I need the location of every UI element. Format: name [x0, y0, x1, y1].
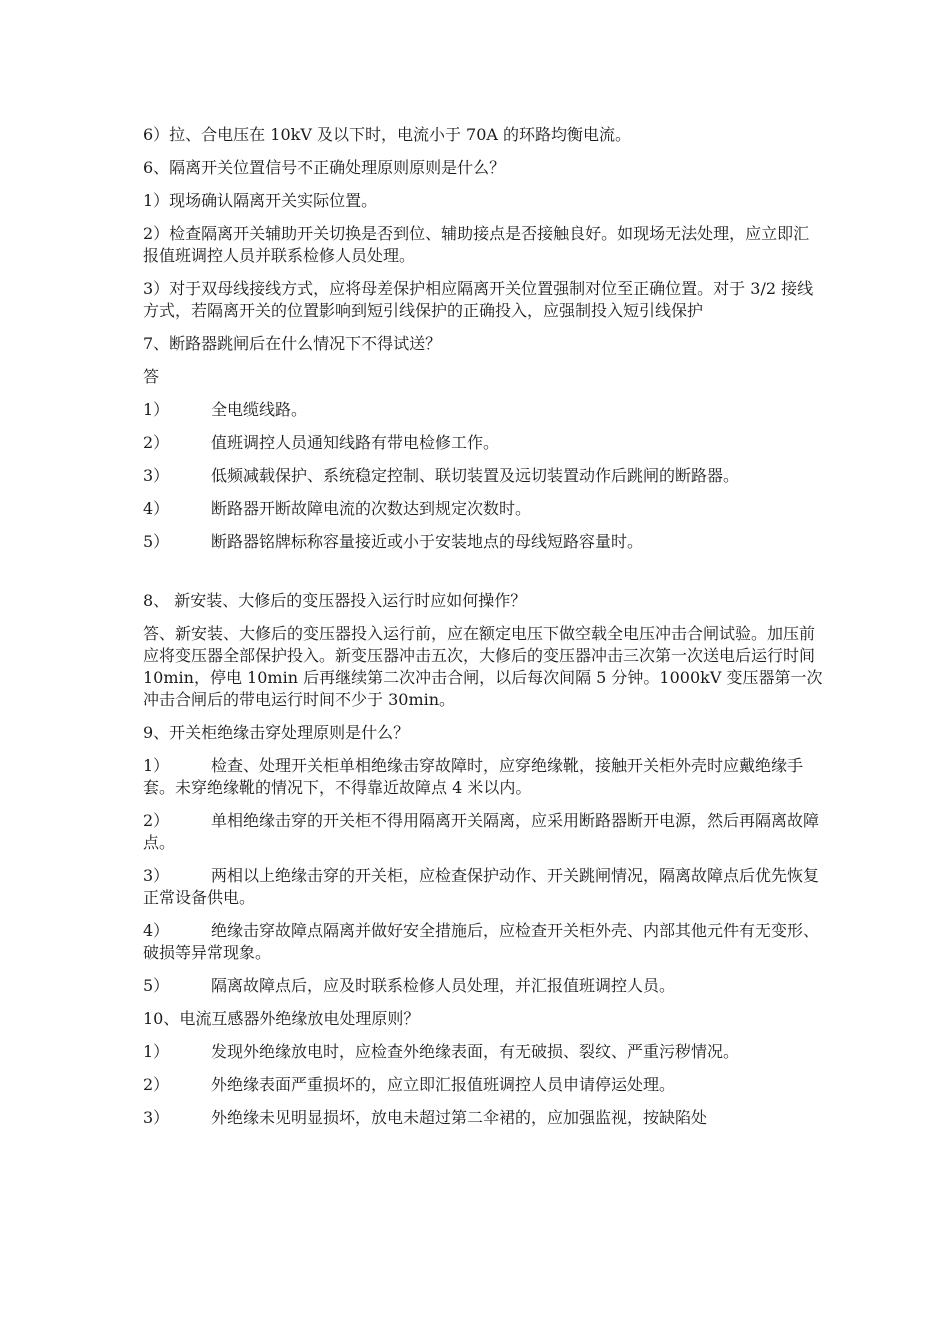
list-item-text: 绝缘击穿故障点隔离并做好安全措施后，应检查开关柜外壳、内部其他元件有无变形、破损等异常现象。: [143, 921, 820, 962]
list-item: [143, 975, 823, 997]
list-item-text: 隔离故障点后，应及时联系检修人员处理，并汇报值班调控人员。: [211, 976, 676, 995]
question-10-heading: 10、电流互感器外绝缘放电处理原则？: [143, 1009, 420, 1028]
list-item-number: 5）: [143, 532, 170, 551]
question-7-heading: 7、断路器跳闸后在什么情况下不得试送？: [143, 334, 442, 353]
list-item-text: 发现外绝缘放电时，应检查外绝缘表面，有无破损、裂纹、严重污秽情况。: [211, 1042, 740, 1061]
list-item: [143, 920, 823, 964]
list-item-number: 2）: [143, 811, 170, 830]
list-item-text: 单相绝缘击穿的开关柜不得用隔离开关隔离，应采用断路器断开电源，然后再隔离故障点。: [143, 811, 820, 852]
list-item: [143, 865, 823, 909]
list-item: [143, 1074, 823, 1096]
section-spacer: [143, 564, 823, 590]
list-item: [143, 531, 823, 553]
question-8-heading: 8、 新安装、大修后的变压器投入运行时应如何操作？: [143, 591, 527, 610]
list-item-number: 3）: [143, 466, 170, 485]
answer-6-item-3: 3）对于双母线接线方式，应将母差保护相应隔离开关位置强制对位至正确位置。对于 3/2 接线方式，若隔离开关的位置影响到短引线保护的正确投入，应强制投入短引线保护: [143, 279, 814, 320]
list-item-text: 断路器开断故障电流的次数达到规定次数时。: [211, 499, 532, 518]
answer-7-list: [143, 399, 823, 553]
list-item-number: 2）: [143, 433, 170, 452]
paragraph-switch-current: 6）拉、合电压在 10kV 及以下时，电流小于 70A 的环路均衡电流。: [143, 125, 632, 144]
list-item-text: 低频减载保护、系统稳定控制、联切装置及远切装置动作后跳闸的断路器。: [211, 466, 740, 485]
list-item: [143, 498, 823, 520]
list-item-text: 外绝缘表面严重损坏的，应立即汇报值班调控人员申请停运处理。: [211, 1075, 676, 1094]
answer-8-body: 答、新安装、大修后的变压器投入运行前，应在额定电压下做空载全电压冲击合闸试验。加压前应将变压器全部保护投入。新变压器冲击五次，大修后的变压器冲击三次第一次送电后运行时间 10min，停电 10min 后再继续第二次冲击合闸，以后每次间隔 5 分钟。1000kV 变压器第一次冲击合闸后的带电运行时间不少于 30min。: [143, 624, 823, 709]
list-item: [143, 1107, 823, 1129]
list-item-number: 1）: [143, 400, 170, 419]
list-item-number: 1）: [143, 756, 170, 775]
question-6-heading: 6、隔离开关位置信号不正确处理原则原则是什么？: [143, 158, 506, 177]
answer-6-item-1: 1）现场确认隔离开关实际位置。: [143, 191, 378, 210]
list-item: [143, 810, 823, 854]
list-item: [143, 399, 823, 421]
list-item-text: 全电缆线路。: [211, 400, 308, 419]
answer-9-list: [143, 755, 823, 997]
list-item-number: 1）: [143, 1042, 170, 1061]
list-item-text: 检查、处理开关柜单相绝缘击穿故障时，应穿绝缘靴，接触开关柜外壳时应戴绝缘手套。未穿绝缘靴的情况下，不得靠近故障点 4 米以内。: [143, 756, 804, 797]
list-item-text: 外绝缘未见明显损坏，放电未超过第二伞裙的，应加强监视，按缺陷处: [211, 1108, 708, 1127]
list-item-number: 3）: [143, 1108, 170, 1127]
list-item: [143, 432, 823, 454]
list-item: [143, 755, 823, 799]
question-9-heading: 9、开关柜绝缘击穿处理原则是什么？: [143, 723, 410, 742]
list-item-number: 5）: [143, 976, 170, 995]
list-item: [143, 465, 823, 487]
answer-6-item-2: 2）检查隔离开关辅助开关切换是否到位、辅助接点是否接触良好。如现场无法处理，应立即汇报值班调控人员并联系检修人员处理。: [143, 224, 810, 265]
document-page: [143, 124, 823, 1140]
list-item-text: 断路器铭牌标称容量接近或小于安装地点的母线短路容量时。: [211, 532, 644, 551]
answer-10-list: [143, 1041, 823, 1129]
list-item: [143, 1041, 823, 1063]
list-item-text: 值班调控人员通知线路有带电检修工作。: [211, 433, 500, 452]
list-item-number: 2）: [143, 1075, 170, 1094]
list-item-number: 3）: [143, 866, 170, 885]
list-item-number: 4）: [143, 499, 170, 518]
list-item-number: 4）: [143, 921, 170, 940]
list-item-text: 两相以上绝缘击穿的开关柜，应检查保护动作、开关跳闸情况，隔离故障点后优先恢复正常设备供电。: [143, 866, 820, 907]
answer-7-label: 答: [143, 367, 160, 386]
